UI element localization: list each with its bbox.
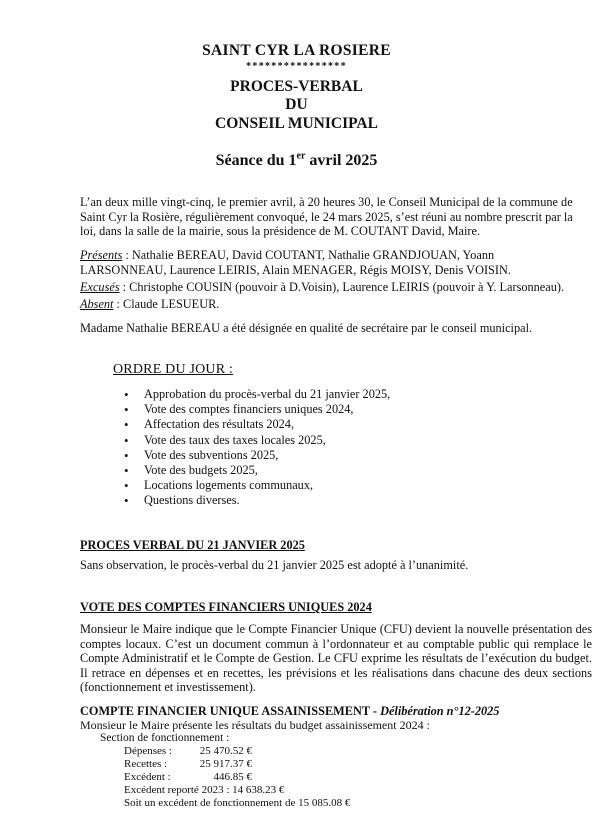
seance-date xyxy=(0,152,593,170)
agenda-list xyxy=(124,387,390,509)
deliberation-number: Délibération n°12-2025 xyxy=(380,704,500,718)
excedent-reporte: Excédent reporté 2023 : 14 638.23 € xyxy=(124,784,285,796)
excedent-row xyxy=(124,771,252,784)
recettes-label: Recettes : xyxy=(124,758,168,770)
pv-text: Sans observation, le procès-verbal du 21 janvier 2025 est adopté à l’unanimité. xyxy=(80,558,469,572)
agenda-item: • Questions diverses. xyxy=(124,493,390,508)
intro-paragraph: L’an deux mille vingt-cinq, le premier avril, à 20 heures 30, le Conseil Municipal de la commune de Saint Cyr la Rosière, régulièrement convoqué, le 24 mars 2025, s’est réuni au nombre prescrit par la loi, dans la salle de la mairie, sous la présidence de M. COUTANT David, Maire. xyxy=(80,195,573,238)
assainissement-heading xyxy=(80,704,499,719)
seance-date-post: avril 2025 xyxy=(305,152,378,169)
agenda-item: • Vote des comptes financiers uniques 2024, xyxy=(124,402,390,417)
depenses-row xyxy=(124,745,252,758)
recettes-value: 25 917.37 € xyxy=(199,758,252,770)
cfu-heading: VOTE DES COMPTES FINANCIERS UNIQUES 2024 xyxy=(80,600,372,614)
presents-text-1: : Nathalie BEREAU, David COUTANT, Nathalie GRANDJOUAN, Yoann xyxy=(122,248,495,262)
agenda-item: • Locations logements communaux, xyxy=(124,478,390,493)
section-fonctionnement: Section de fonctionnement : xyxy=(100,732,230,744)
absent-text: : Claude LESUEUR. xyxy=(113,297,220,311)
excuses-label: Excusés xyxy=(80,280,120,294)
cfu-text: Monsieur le Maire indique que le Compte Financier Unique (CFU) devient la nouvelle présentation des comptes locaux. C’est un document commun à l’ordonnateur et au comptable public qui remplace le Compte Administratif et le Compte de Gestion. Le CFU exprime les résultats de l’exécution du budget. Il retrace en dépenses et en recettes, les prévisions et les réalisations dans chacune des deux sections (fonctionnement et investissement). xyxy=(80,622,592,694)
pv-heading: PROCES VERBAL DU 21 JANVIER 2025 xyxy=(80,538,305,552)
agenda-item: • Vote des taux des taxes locales 2025, xyxy=(124,433,390,448)
title-line-2: DU xyxy=(285,96,308,113)
seance-date-pre: Séance du 1 xyxy=(215,152,297,169)
title-line-3: CONSEIL MUNICIPAL xyxy=(215,115,378,132)
assainissement-heading-text: COMPTE FINANCIER UNIQUE ASSAINISSEMENT - xyxy=(80,704,381,718)
seance-date-sup: er xyxy=(296,150,306,162)
absent-label: Absent xyxy=(80,297,114,311)
agenda-item: • Affectation des résultats 2024, xyxy=(124,417,390,432)
excedent-label: Excédent : xyxy=(124,771,171,783)
recettes-row xyxy=(124,758,252,771)
title-line-1: PROCES-VERBAL xyxy=(230,78,363,95)
assainissement-intro: Monsieur le Maire présente les résultats du budget assainissement 2024 : xyxy=(80,718,430,732)
excuses-text: : Christophe COUSIN (pouvoir à D.Voisin), Laurence LEIRIS (pouvoir à Y. Larsonneau). xyxy=(119,280,565,294)
secretary-line: Madame Nathalie BEREAU a été désignée en qualité de secrétaire par le conseil municipal. xyxy=(80,321,533,335)
presents-line-1 xyxy=(80,248,494,263)
absent-line xyxy=(80,297,219,312)
agenda-item: • Approbation du procès-verbal du 21 janvier 2025, xyxy=(124,387,390,402)
excedent-value: 446.85 € xyxy=(213,771,252,783)
depenses-value: 25 470.52 € xyxy=(199,745,252,757)
agenda-title: ORDRE DU JOUR : xyxy=(113,362,234,377)
presents-label: Présents xyxy=(80,248,123,262)
excedent-total: Soit un excédent de fonctionnement de 15 085.08 € xyxy=(124,797,351,809)
commune-name: SAINT CYR LA ROSIERE xyxy=(202,42,391,59)
stars-separator: **************** xyxy=(246,61,347,72)
excuses-line xyxy=(80,280,564,295)
agenda-item: • Vote des budgets 2025, xyxy=(124,463,390,478)
depenses-label: Dépenses : xyxy=(124,745,172,757)
agenda-item: • Vote des subventions 2025, xyxy=(124,448,390,463)
presents-line-2: LARSONNEAU, Laurence LEIRIS, Alain MENAGER, Régis MOISY, Denis VOISIN. xyxy=(80,263,511,277)
